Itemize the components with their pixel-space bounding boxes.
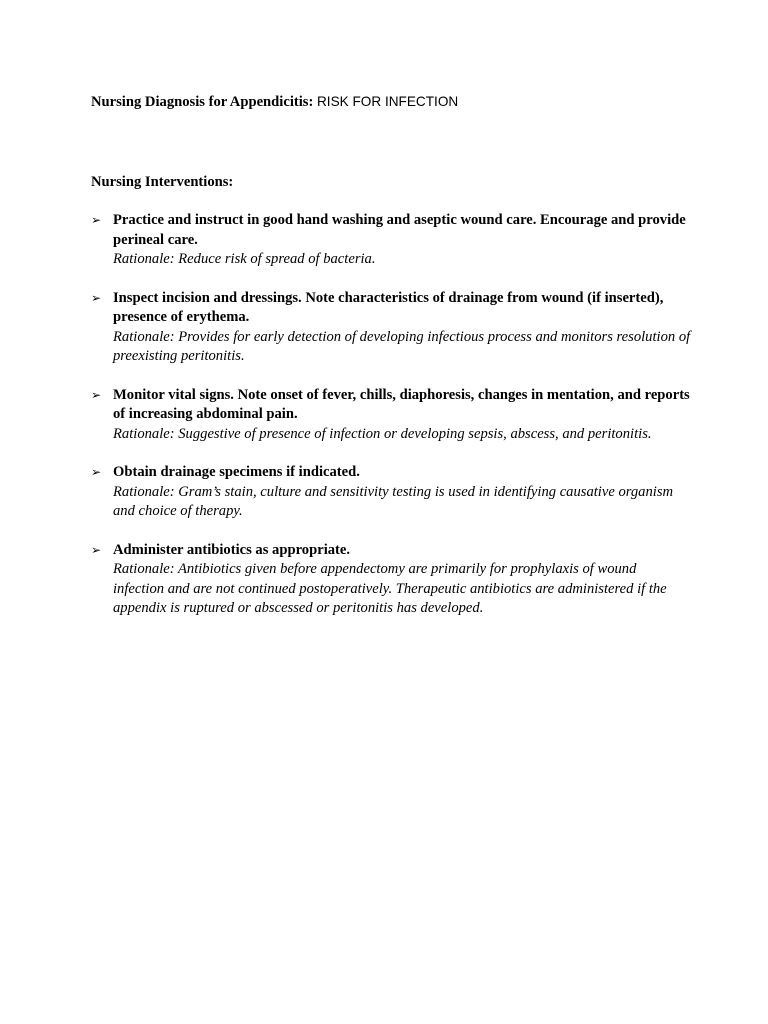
diagnosis-value: RISK FOR INFECTION bbox=[316, 94, 459, 109]
diagnosis-line bbox=[91, 92, 691, 113]
intervention-item bbox=[91, 386, 691, 445]
intervention-rationale: Rationale: Suggestive of presence of infection or developing sepsis, abscess, and peritonitis. bbox=[113, 425, 652, 442]
intervention-item bbox=[91, 211, 691, 270]
intervention-action: Inspect incision and dressings. Note characteristics of drainage from wound (if inserted), presence of erythema. bbox=[113, 289, 664, 325]
intervention-rationale: Rationale: Provides for early detection of developing infectious process and monitors resolution of preexisting peritonitis. bbox=[113, 328, 691, 364]
diagnosis-label: Nursing Diagnosis for Appendicitis: bbox=[91, 94, 314, 110]
intervention-rationale: Rationale: Antibiotics given before appendectomy are primarily for prophylaxis of wound infection and are not continued postoperatively. Therapeutic antibiotics are administered if the appendix is ruptured or abscessed or peritonitis has developed. bbox=[113, 561, 667, 616]
intervention-action: Practice and instruct in good hand washing and aseptic wound care. Encourage and provide perineal care. bbox=[113, 212, 686, 248]
intervention-rationale: Rationale: Reduce risk of spread of bacteria. bbox=[113, 251, 376, 267]
document-page bbox=[91, 92, 691, 638]
arrow-bullet-icon: ➢ bbox=[91, 465, 102, 479]
intervention-item bbox=[91, 541, 691, 619]
arrow-bullet-icon: ➢ bbox=[91, 387, 102, 402]
arrow-bullet-icon: ➢ bbox=[91, 542, 102, 557]
intervention-action: Obtain drainage specimens if indicated. bbox=[113, 464, 360, 480]
intervention-action: Administer antibiotics as appropriate. bbox=[113, 541, 351, 558]
arrow-bullet-icon: ➢ bbox=[91, 213, 102, 227]
interventions-list bbox=[91, 211, 691, 619]
intervention-item bbox=[91, 463, 691, 522]
intervention-action: Monitor vital signs. Note onset of fever, chills, diaphoresis, changes in mentation, and reports of increasing abdominal pain. bbox=[113, 386, 690, 422]
intervention-item bbox=[91, 289, 691, 367]
section-heading: Nursing Interventions: bbox=[91, 173, 234, 190]
arrow-bullet-icon: ➢ bbox=[91, 290, 102, 305]
intervention-rationale: Rationale: Gram’s stain, culture and sensitivity testing is used in identifying causative organism and choice of therapy. bbox=[113, 483, 674, 519]
